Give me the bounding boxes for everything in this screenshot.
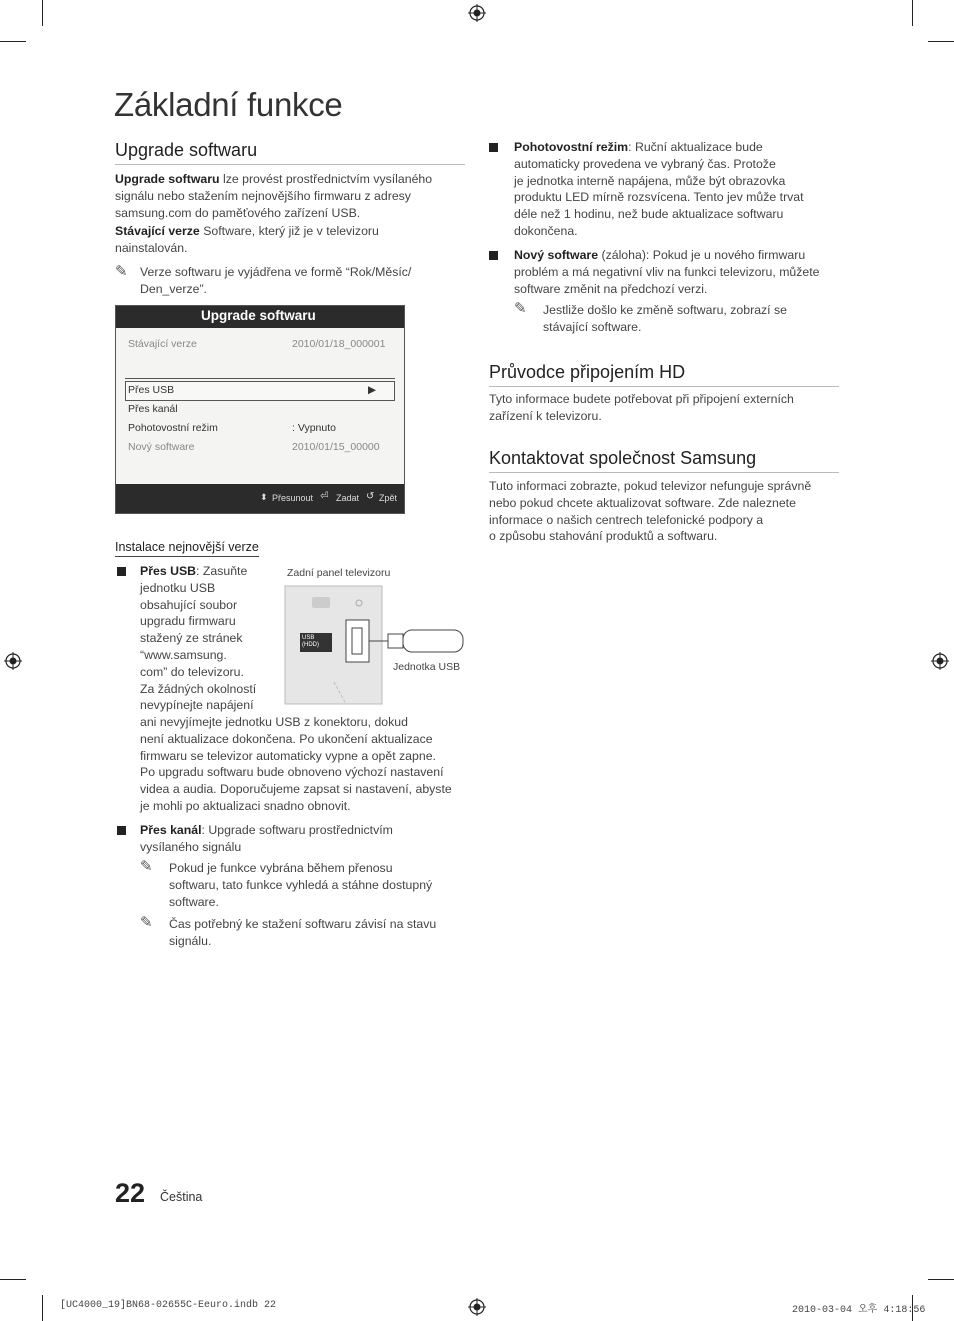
text-line: informace o našich centrech telefonické podpory a [489, 512, 764, 527]
menu-item-new-software-value: 2010/01/15_00000 [292, 441, 380, 453]
term-bold: Nový software [514, 248, 599, 262]
text-line: Po upgradu softwaru bude obnoveno výchozí nastavení [140, 765, 444, 780]
text-line: upgradu firmwaru [140, 614, 236, 629]
crop-mark [0, 1279, 26, 1280]
text-line: videa a audia. Doporučujeme zapsat si nastavení, abyste [140, 782, 452, 797]
menu-current-version-label: Stávající verze [128, 338, 197, 350]
text-line: Tyto informace budete potřebovat při připojení externích [489, 392, 794, 406]
tv-panel-label: Zadní panel televizoru [287, 567, 391, 579]
hd-guide-paragraph [489, 391, 839, 425]
text-line: Pokud je funkce vybrána během přenosu [169, 861, 393, 875]
footer-move: Přesunout [272, 493, 314, 503]
text-line: signálu nebo stažením nejnovějšího firmwaru z adresy [115, 188, 411, 203]
term-bold: Pohotovostní režim [514, 140, 629, 154]
text-line: Jestliže došlo ke změně softwaru, zobrazí se [543, 303, 787, 317]
text-line: lze provést prostřednictvím vysílaného [222, 172, 433, 186]
text-line: “www.samsung. [140, 647, 227, 662]
pencil-note-icon: ✎ [514, 300, 527, 317]
menu-item-arrow-icon: ▶ [368, 384, 377, 396]
bullet-icon [489, 143, 498, 152]
crop-mark [928, 1279, 954, 1280]
note-software-change [543, 302, 843, 336]
text-line: Software, který již je v televizoru [203, 224, 379, 238]
text-line: nainstalován. [115, 240, 188, 255]
term-bold: Upgrade softwaru [115, 172, 220, 186]
enter-icon: ⏎ [320, 491, 329, 502]
text-line: Čas potřebný ke stažení softwaru závisí na stavu [169, 917, 437, 931]
page-title: Základní funkce [114, 86, 343, 123]
text-line: : Upgrade softwaru prostřednictvím [201, 823, 393, 837]
text-line: signálu. [169, 933, 212, 948]
term-bold: Přes USB [140, 564, 197, 578]
text-line: automaticky provedena ve vybraný čas. Protože [514, 156, 776, 171]
menu-item-new-software[interactable]: Nový software [128, 441, 195, 453]
usb-port-label [302, 635, 319, 649]
text-line: vysílaného signálu [140, 839, 242, 854]
text-line: Den_verze”. [140, 281, 207, 296]
print-slug-date: 2010-03-04 오후 4:18:56 [792, 1305, 926, 1316]
text-line: o způsobu stahování produktů a softwaru. [489, 529, 718, 544]
text-line: (záloha): Pokud je u nového firmwaru [601, 248, 806, 262]
text-line: : Ruční aktualizace bude [628, 140, 763, 154]
menu-item-channel[interactable]: Přes kanál [128, 403, 178, 415]
menu-item-standby-value: : Vypnuto [292, 422, 336, 434]
footer-back: Zpět [379, 493, 398, 503]
note-version-format [140, 264, 465, 298]
text-line: nebo pokud chcete aktualizovat software. Zde naleznete [489, 495, 796, 510]
footer-language: Čeština [160, 1190, 203, 1204]
text-line: firmwaru se televizor automaticky vypne a opět zapne. [140, 748, 436, 763]
text-line: problém a má negativní vliv na funkci televizoru, můžete [514, 264, 820, 279]
text-line: com” do televizoru. [140, 664, 244, 679]
text-line: stažený ze stránek [140, 631, 243, 646]
upgrade-menu-screen [115, 305, 405, 514]
crop-mark [912, 0, 913, 26]
crop-mark [42, 0, 43, 26]
usb-paragraph [140, 563, 275, 714]
page-number: 22 [115, 1178, 146, 1208]
registration-mark-icon [468, 4, 486, 22]
text-line: softwaru, tato funkce vyhledá a stáhne dostupný [169, 877, 433, 892]
text-line: jednotku USB [140, 580, 216, 595]
text-line: Verze softwaru je vyjádřena ve formě “Rok/Měsíc/ [140, 265, 412, 279]
port-label-line: (HDD) [302, 642, 319, 648]
text-line: Za žádných okolností [140, 681, 257, 696]
text-line: produktu LED mírně rozsvícena. Tento jev může trvat [514, 190, 804, 205]
pencil-note-icon: ✎ [140, 858, 153, 875]
intro-paragraph-2 [115, 223, 465, 257]
note-download-time [169, 916, 469, 950]
text-line: nevypínejte napájení [140, 698, 254, 713]
menu-divider [125, 378, 395, 379]
crop-mark [42, 1295, 43, 1321]
bullet-icon [117, 826, 126, 835]
bullet-icon [489, 251, 498, 260]
text-line: dokončena. [514, 223, 578, 238]
menu-title: Upgrade softwaru [201, 308, 316, 323]
registration-mark-icon [4, 652, 22, 670]
menu-footer [116, 484, 404, 513]
text-line: Tuto informaci zobrazte, pokud televizor nefunguje správně [489, 479, 812, 493]
footer-enter: Zadat [336, 493, 360, 503]
crop-mark [0, 41, 26, 42]
section-heading-upgrade: Upgrade softwaru [115, 140, 465, 165]
term-bold: Stávající verze [115, 224, 200, 238]
text-line: software změnit na předchozí verzi. [514, 281, 708, 296]
text-line: ani nevyjímejte jednotku USB z konektoru, dokud [140, 715, 408, 729]
new-software-paragraph [514, 247, 844, 297]
menu-item-standby[interactable]: Pohotovostní režim [128, 422, 218, 434]
text-line: zařízení k televizoru. [489, 408, 602, 423]
section-heading-hd-guide: Průvodce připojením HD [489, 362, 839, 387]
menu-header [116, 306, 404, 328]
text-line: obsahující soubor [140, 597, 238, 612]
text-line: : Zasuňte [196, 564, 248, 578]
menu-item-usb[interactable]: Přes USB [128, 384, 175, 396]
pencil-note-icon: ✎ [140, 914, 153, 931]
usb-drive-label: Jednotka USB [393, 661, 461, 673]
install-heading: Instalace nejnovější verze [115, 540, 259, 557]
bullet-icon [117, 567, 126, 576]
usb-paragraph-continued [140, 714, 470, 815]
return-icon: ↺ [366, 491, 375, 502]
crop-mark [928, 41, 954, 42]
pencil-note-icon: ✎ [115, 263, 128, 280]
text-line: stávající software. [543, 319, 642, 334]
print-slug-file: [UC4000_19]BN68-02655C-Eeuro.indb 22 [60, 1300, 277, 1311]
port-label-line: USB [302, 635, 315, 641]
text-line: déle než 1 hodinu, než bude aktualizace softwaru [514, 207, 784, 222]
contact-paragraph [489, 478, 839, 545]
updown-icon: ⬍ [260, 492, 268, 502]
text-line: je jednotka interně napájena, může být obrazovka [514, 173, 786, 188]
text-line: není aktualizace dokončena. Po ukončení aktualizace [140, 731, 433, 746]
channel-paragraph [140, 822, 470, 856]
registration-mark-icon [931, 652, 949, 670]
standby-paragraph [514, 139, 844, 240]
note-channel-search [169, 860, 469, 910]
registration-mark-icon [468, 1298, 486, 1316]
text-line: samsung.com do paměťového zařízení USB. [115, 205, 361, 220]
text-line: je mohli po aktualizaci snadno obnovit. [140, 798, 351, 813]
intro-paragraph-1 [115, 171, 465, 221]
menu-current-version-value: 2010/01/18_000001 [292, 338, 386, 350]
term-bold: Přes kanál [140, 823, 202, 837]
text-line: software. [169, 894, 219, 909]
section-heading-contact: Kontaktovat společnost Samsung [489, 448, 839, 473]
